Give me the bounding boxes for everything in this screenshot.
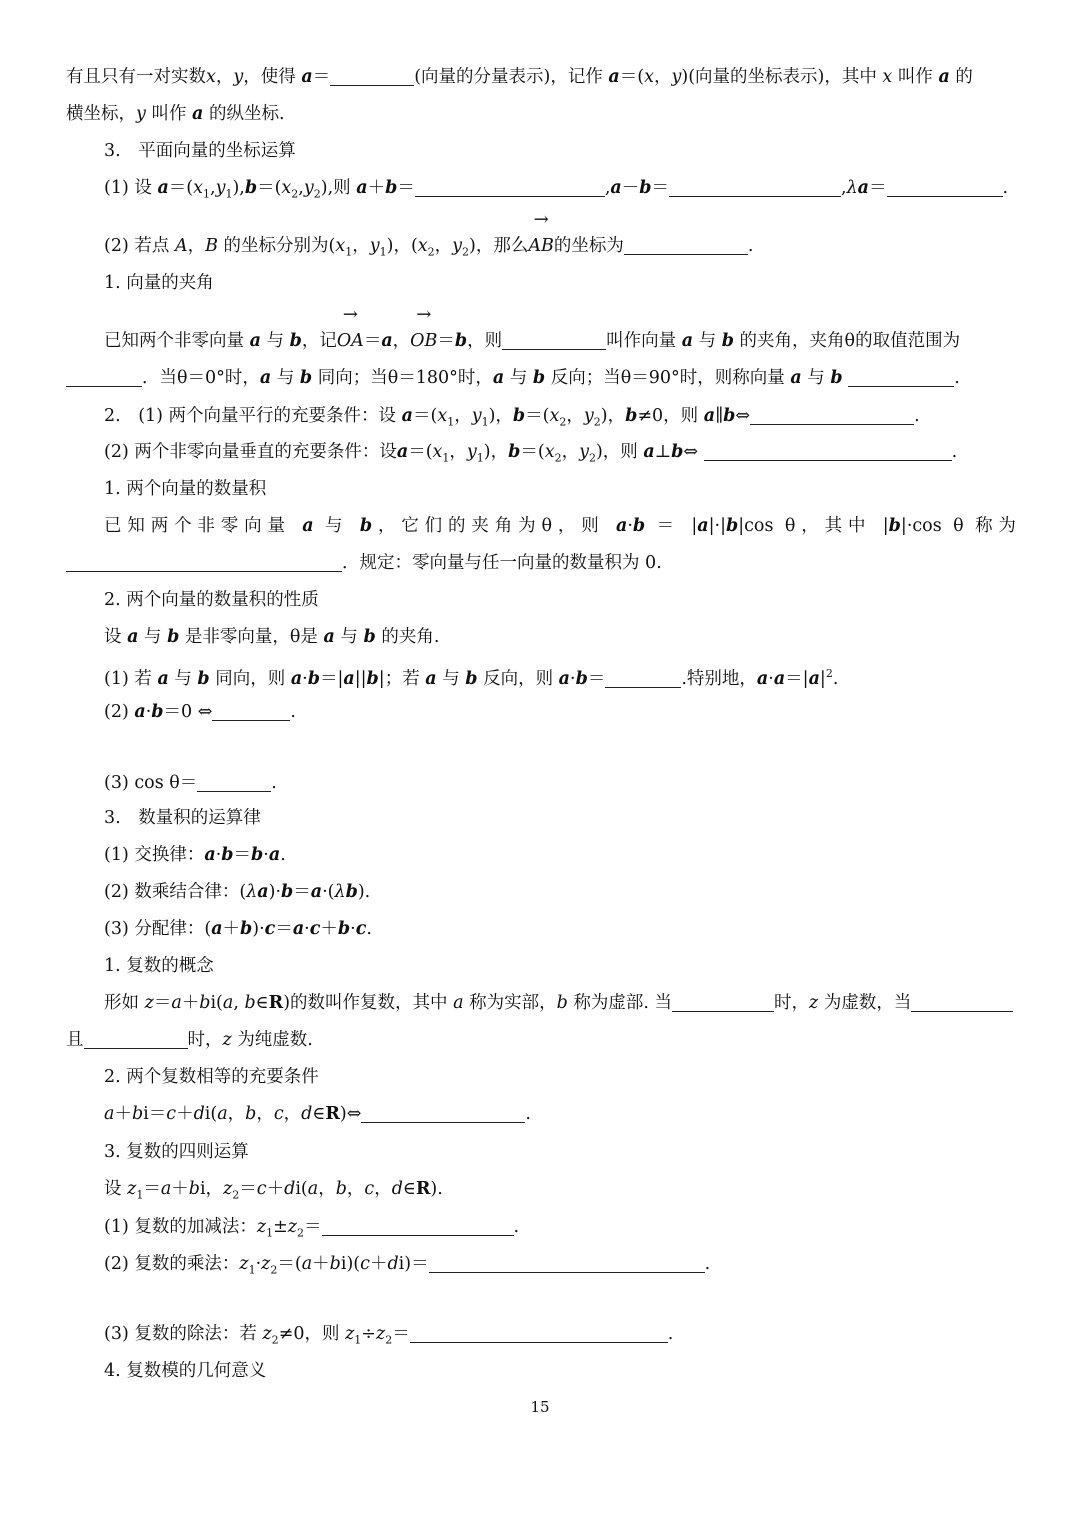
text: 时，	[774, 993, 810, 1013]
text: ，则	[304, 1324, 340, 1344]
text-line: a＋bi＝c＋di(a，b，c，d∈R)⇔ .	[104, 1104, 531, 1124]
text: 的夹角，夹角θ的取值范围为	[739, 331, 961, 351]
text-line: 已知两个非零向量 a 与 b，它们的夹角为θ，则 a·b ＝ |a|·|b|cos θ，其中 |b|·cos θ 称为	[104, 516, 1016, 536]
text: 与	[266, 331, 284, 351]
text: 2. (1) 两个向量平行的充要条件：设	[104, 406, 397, 426]
text-line: (1) 复数的加减法：$z_1\pm z_2=$ .	[104, 1217, 520, 1240]
text-line: 形如 z＝a＋bi(a, b∈R)的数叫作复数，其中 a 称为实部，b 称为虚部. 当 时，z 为虚数，当	[104, 988, 1016, 1018]
text: 同向，则	[215, 668, 286, 689]
answer-blank[interactable]	[911, 991, 1013, 1012]
text-line: (2) a·b＝0 ⇔ .	[104, 702, 296, 722]
text-line: (2) 两个非零向量垂直的充要条件：设$a=(x_1$，$y_1$)，$b=(x_2$，$y_2$)，则 a⊥b⇔ .	[104, 442, 958, 465]
text: 反向，则	[483, 668, 554, 689]
text: 叫作向量	[606, 331, 677, 351]
answer-blank[interactable]	[84, 1028, 188, 1049]
text: 2. 两个复数相等的充要条件	[104, 1067, 319, 1087]
text: 设	[104, 627, 122, 647]
text: ，记	[301, 331, 337, 351]
text: 时，	[187, 1030, 223, 1050]
text: ，其中	[795, 516, 872, 536]
text: (1) 交换律：	[104, 845, 205, 865]
answer-blank[interactable]	[197, 771, 271, 792]
answer-blank[interactable]	[624, 234, 748, 255]
answer-blank[interactable]	[605, 667, 681, 688]
text-line: 已知两个非零向量 a 与 b，记→ OA＝a，→ OB＝b，则 叫作向量 a 与 b 的夹角，夹角θ的取值范围为	[104, 326, 1016, 356]
text: 2. 两个向量的数量积的性质	[104, 590, 319, 610]
text: 反向；当θ＝90°时，则称向量	[550, 368, 785, 388]
text: 1. 向量的夹角	[104, 273, 214, 293]
text: (1) 若	[104, 668, 152, 689]
text-line: (3) 复数的除法：若 $z_2\ne 0$，则 $z_1\div z_2=$ .	[104, 1324, 674, 1347]
text: ，它们的夹角为θ，则	[372, 516, 605, 536]
answer-blank[interactable]	[415, 176, 605, 197]
text: 1. 两个向量的数量积	[104, 479, 267, 499]
text: ，那么	[475, 236, 529, 256]
text: (2)	[104, 702, 129, 722]
text-line: (1) 若 a 与 b 同向，则 a·b＝|a||b|；若 a 与 b 反向，则 a·b＝ .特别地，$a\cdot a=|a|^2$.	[104, 667, 839, 689]
answer-blank[interactable]	[330, 65, 414, 86]
text: 4. 复数模的几何意义	[104, 1361, 267, 1381]
text-line: ．当θ＝0°时，a 与 b 同向；当θ＝180°时，a 与 b 反向；当θ＝90°时，则称向量 a 与 b .	[66, 363, 1016, 393]
text: 已知两个非零向量	[104, 516, 291, 536]
text: 1. 复数的概念	[104, 956, 214, 976]
text: 称为实部，	[469, 993, 557, 1013]
answer-blank[interactable]	[848, 366, 954, 387]
section-heading	[104, 474, 1016, 504]
text: (1) 复数的加减法：	[104, 1217, 257, 1237]
text: 的纵坐标.	[208, 104, 285, 124]
text: 称为虚部. 当	[573, 993, 673, 1013]
text-line: 设 $z_1=a+bi$，$z_2=c+di(a$，b，c，d∈R).	[104, 1179, 443, 1202]
text: (3) cos θ＝	[104, 773, 198, 793]
answer-blank[interactable]	[429, 1252, 705, 1273]
text: .特别地，	[681, 668, 757, 689]
text: 称为	[975, 516, 1016, 536]
text-line: 2. (1) 两个向量平行的充要条件：设 $a=(x_1$，$y_1$)，$b=(x_2$，$y_2$)，b≠0，则 a∥b⇔ .	[104, 406, 920, 429]
text: 且	[66, 1030, 84, 1050]
section-heading	[104, 268, 1016, 298]
text: 叫作	[897, 67, 933, 87]
text: 的夹角.	[381, 627, 440, 647]
section-heading	[104, 1356, 1016, 1386]
text: 同向；当θ＝180°时，	[317, 368, 493, 388]
text: 设	[104, 1179, 122, 1199]
text-line: (3) 分配律：(a＋b)·c＝a·c＋b·c.	[104, 919, 372, 939]
text-line: (1) 设 $a=(x_1,y_1),b=(x_2,y_2)$,则 a＋b＝ ,a－b＝ ,λa＝ .	[104, 178, 1009, 201]
text: ，则	[467, 331, 503, 351]
answer-blank[interactable]	[672, 991, 774, 1012]
page-number: 15	[530, 1398, 550, 1416]
answer-blank[interactable]	[361, 1102, 525, 1123]
section-heading	[104, 136, 1016, 166]
text-line: (2) 若点 A，B 的坐标分别为($x_1$，$y_1$)，($x_2$，$y_2$)，那么→ AB的坐标为 .	[104, 231, 1016, 261]
section-heading	[104, 1137, 1016, 1167]
section-heading	[104, 803, 1016, 833]
answer-blank[interactable]	[410, 1322, 668, 1343]
text: 是非零向量，θ是	[184, 627, 318, 647]
text-line	[66, 548, 1016, 578]
text: 已知两个非零向量	[104, 331, 244, 351]
section-heading	[104, 951, 1016, 981]
text: (2) 若点	[104, 236, 170, 256]
answer-blank[interactable]	[502, 329, 606, 350]
text: 叫作	[151, 104, 187, 124]
text: 为虚数，当	[823, 993, 912, 1013]
text-line: 且 时，z 为纯虚数.	[66, 1030, 313, 1050]
section-heading	[104, 1062, 1016, 1092]
text: 3. 平面向量的坐标运算	[104, 141, 296, 161]
text: ，则	[663, 406, 699, 426]
answer-blank[interactable]	[704, 440, 952, 461]
answer-blank[interactable]	[66, 366, 142, 387]
section-heading	[104, 585, 1016, 615]
text: (向量的分量表示)，记作	[414, 67, 603, 87]
text: 横坐标，	[66, 104, 136, 124]
answer-blank[interactable]	[322, 1215, 514, 1236]
text: 形如	[104, 993, 139, 1013]
answer-blank[interactable]	[750, 404, 914, 425]
answer-blank[interactable]	[212, 700, 290, 721]
text: (1) 设	[104, 178, 152, 198]
text: (3) 复数的除法：若	[104, 1324, 257, 1344]
answer-blank[interactable]	[66, 551, 342, 572]
text-line: (1) 交换律：a·b＝b·a.	[104, 845, 286, 865]
text: (2) 复数的乘法：	[104, 1254, 240, 1274]
text: 3. 复数的四则运算	[104, 1142, 249, 1162]
text: 有且只有一对实数	[66, 67, 206, 87]
text: 为纯虚数.	[237, 1030, 313, 1050]
text: 的	[955, 67, 973, 87]
text-line: (3) cos θ＝ .	[104, 773, 277, 793]
text: 3. 数量积的运算律	[104, 808, 261, 828]
text: 的数叫作复数，其中	[290, 993, 448, 1013]
answer-blank[interactable]	[887, 176, 1003, 197]
text: (2) 数乘结合律：	[104, 882, 240, 902]
text-line: 设 a 与 b 是非零向量，θ是 a 与 b 的夹角.	[104, 627, 440, 647]
text-line: (2) 数乘结合律：(λa)·b＝a·(λb).	[104, 882, 371, 902]
text: (2) 两个非零向量垂直的充要条件：设	[104, 442, 397, 462]
text-line: (2) 复数的乘法：$z_1\cdot z_2=(a+bi)(c+di)=$ .	[104, 1254, 711, 1277]
answer-blank[interactable]	[669, 176, 841, 197]
text: (3) 分配律：	[104, 919, 205, 939]
text-line: 有且只有一对实数x，y，使得 a＝ (向量的分量表示)，记作 a＝(x，y)(向量的坐标表示)，其中 x 叫作 a 的	[66, 67, 973, 87]
text: ；若	[384, 668, 420, 689]
text: ．当θ＝0°时，	[142, 368, 260, 388]
text: 的坐标为	[553, 236, 624, 256]
text: ．规定：零向量与任一向量的数量积为 0.	[342, 553, 662, 573]
text: 的坐标分别为	[223, 236, 329, 256]
text: (向量的坐标表示)，其中	[688, 67, 877, 87]
text-line: 横坐标，y 叫作 a 的纵坐标.	[66, 104, 285, 124]
